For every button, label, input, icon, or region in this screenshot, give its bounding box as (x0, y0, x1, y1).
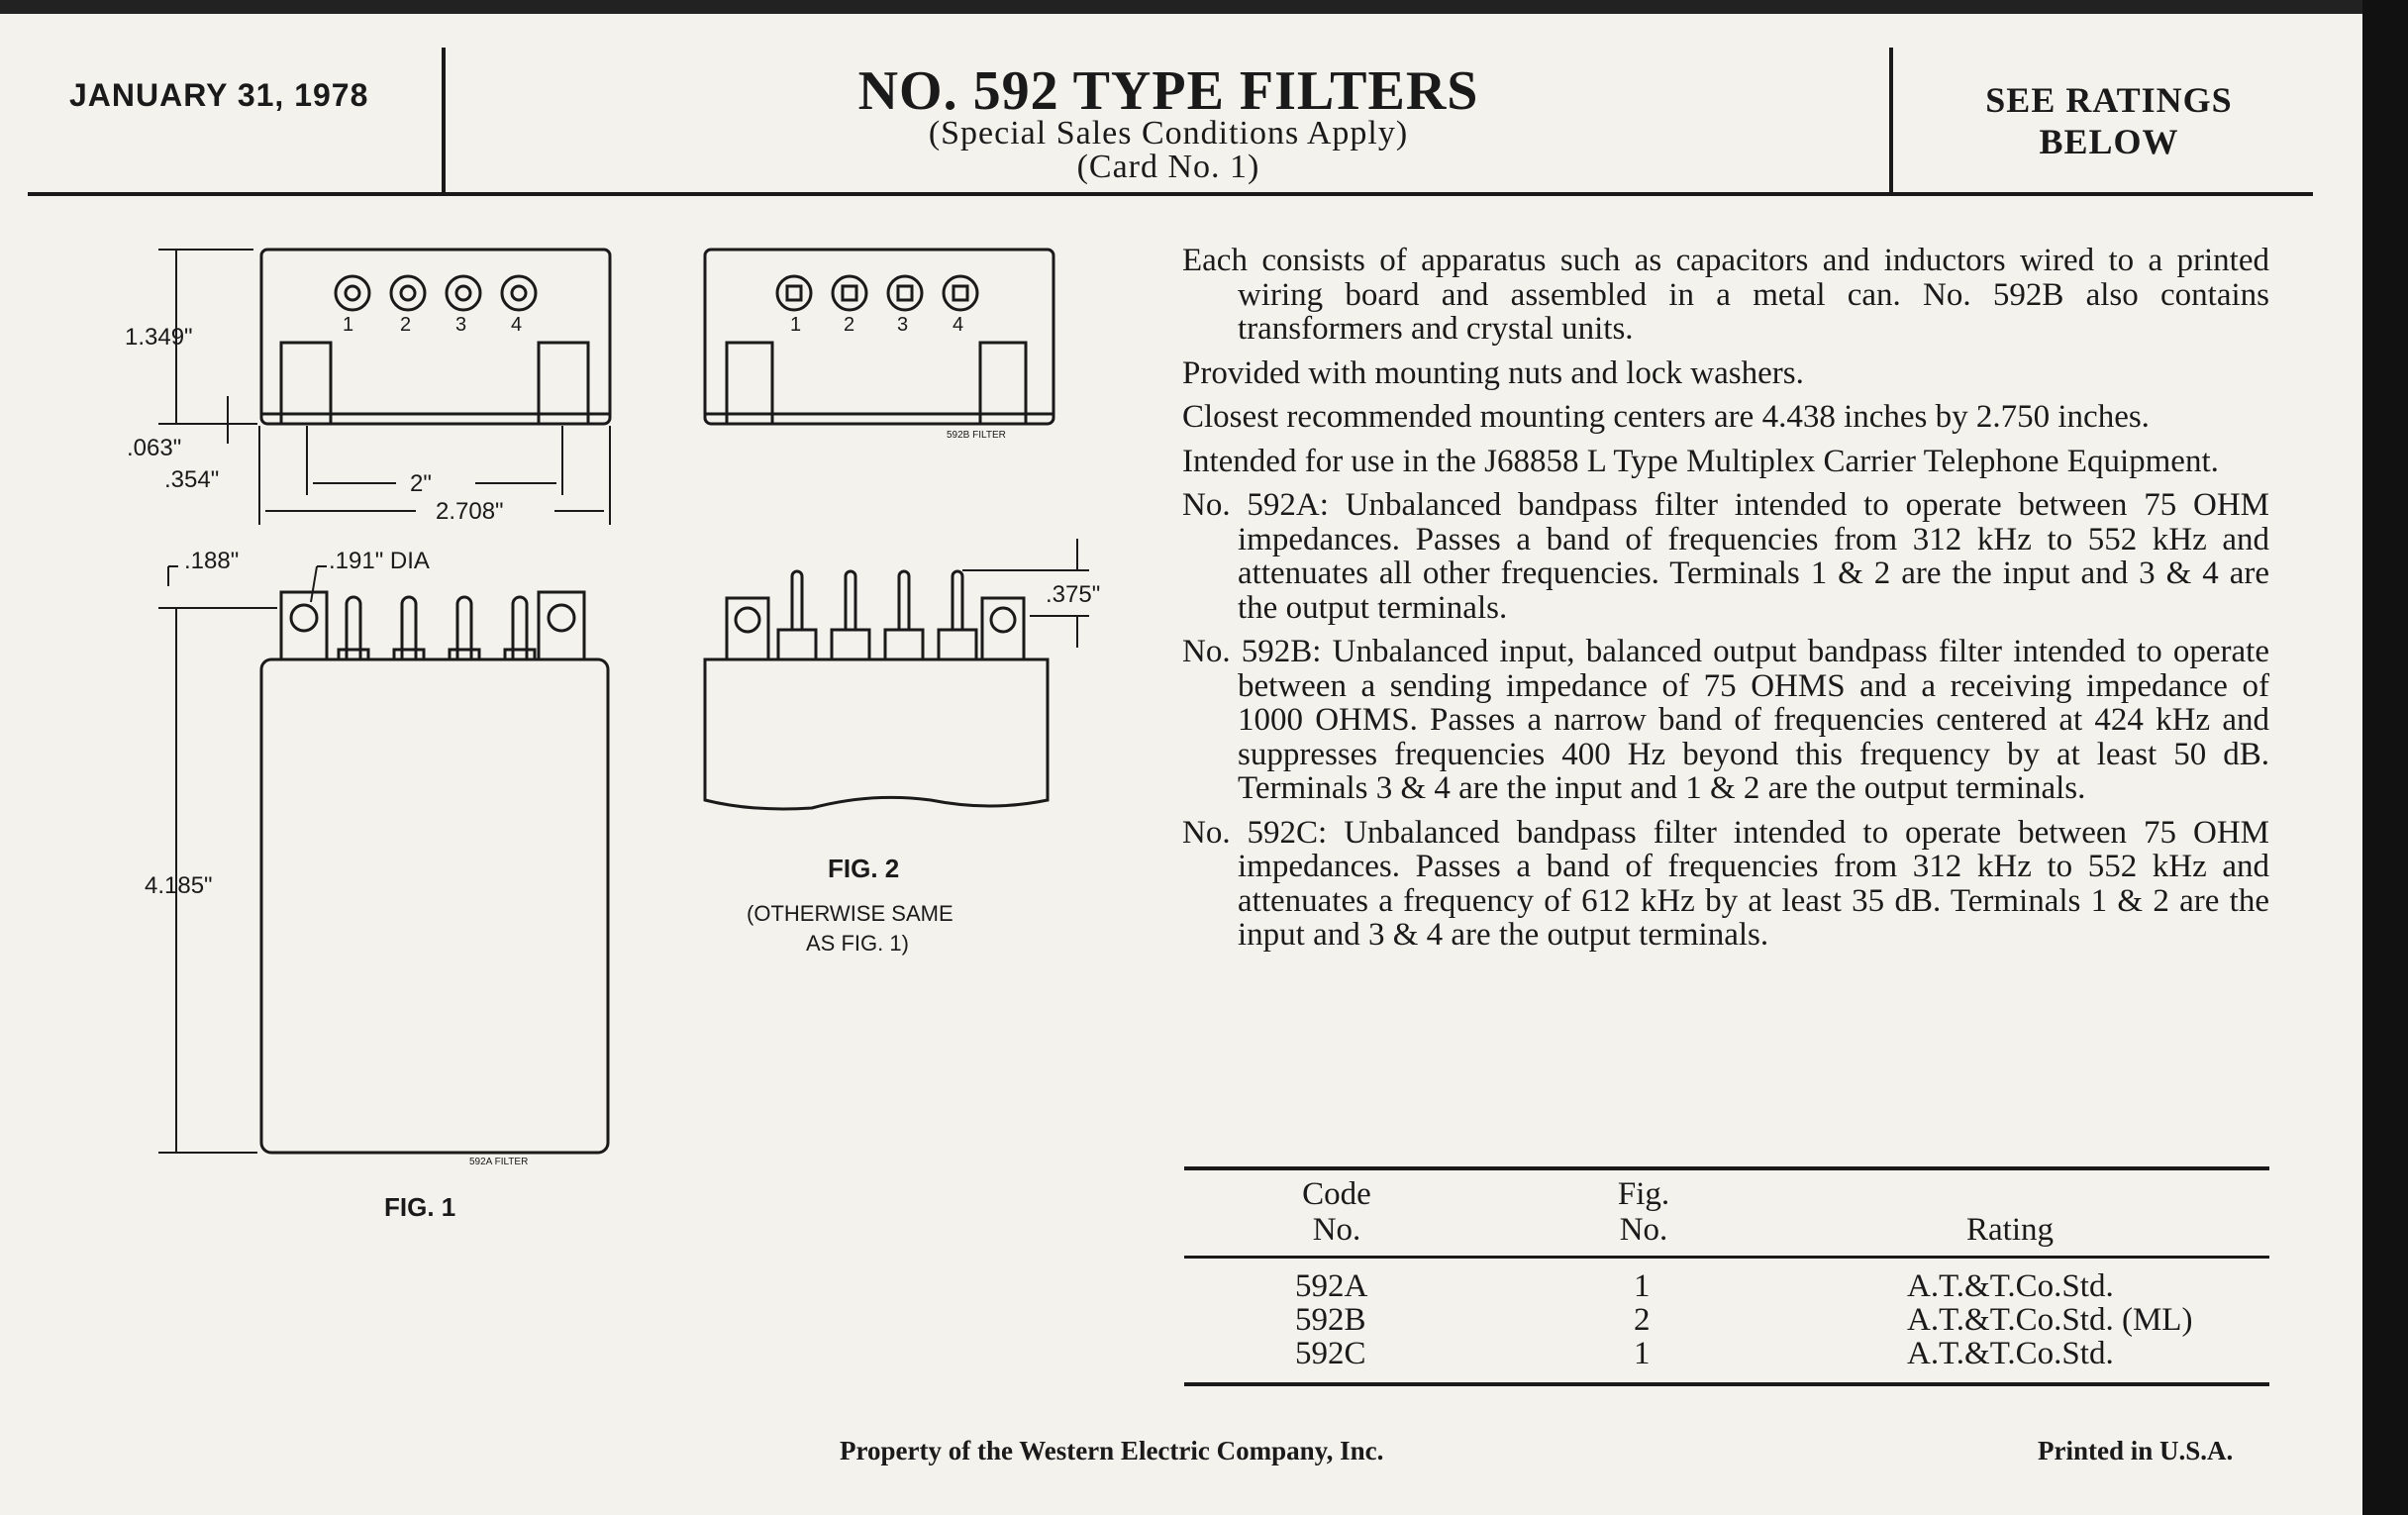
table-top-rule (1184, 1166, 2269, 1170)
fig2-note-line1: (OTHERWISE SAME (747, 901, 953, 926)
dim-2708: 2.708" (436, 498, 504, 525)
see-ratings-line2: BELOW (2039, 122, 2179, 161)
fig2-note-line2: AS FIG. 1) (806, 931, 909, 956)
page-title: NO. 592 TYPE FILTERS (857, 60, 1479, 122)
description-paragraph: Each consists of apparatus such as capacitors and inductors wired to a printed wiring board and assembled in a metal can. No. 592B also contains transformers and crystal units. (1182, 243, 2269, 347)
fig2-terminal-1: 1 (790, 314, 802, 336)
fig2-front-view (705, 659, 1048, 809)
fig1-caption: FIG. 1 (384, 1192, 456, 1222)
table-bottom-rule (1184, 1382, 2269, 1386)
scan-top-edge (0, 0, 2408, 14)
table-row-fig: 2 (1634, 1302, 1651, 1338)
header-rating: Rating (1966, 1212, 2054, 1248)
table-row-rating: A.T.&T.Co.Std. (ML) (1907, 1302, 2193, 1338)
dim-1349: 1.349" (125, 324, 193, 351)
dim-191-dia: .191" DIA (329, 548, 430, 574)
description-paragraph: Closest recommended mounting centers are 4.438 inches by 2.750 inches. (1182, 399, 2150, 435)
description-paragraph: Provided with mounting nuts and lock washers. (1182, 354, 1804, 391)
figures-drawing (0, 218, 1149, 1248)
table-row-fig: 1 (1634, 1268, 1651, 1304)
see-ratings-line1: SEE RATINGS (1985, 80, 2233, 120)
card-number: (Card No. 1) (1076, 149, 1260, 185)
table-row-rating: A.T.&T.Co.Std. (1907, 1336, 2114, 1371)
dim-375: .375" (1046, 581, 1101, 608)
table-header-rule (1184, 1256, 2269, 1259)
dim-188: .188" (184, 548, 240, 574)
description-block (1182, 244, 2269, 962)
fig2-terminal-3: 3 (897, 314, 909, 336)
description-paragraph: No. 592B: Unbalanced input, balanced output bandpass filter intended to operate between a sending impedance of 75 OHMS and a receiving impedance of 1000 OHMS. Passes a narrow band of frequencies centered at 424 kHz and suppresses frequencies 400 Hz beyond this frequency by at least 50 dB. Terminals 3 & 4 are the input and 1 & 2 are the output terminals. (1182, 634, 2269, 806)
fig1-terminal-3: 3 (455, 314, 467, 336)
table-row-fig: 1 (1634, 1336, 1651, 1371)
page-subtitle: (Special Sales Conditions Apply) (928, 115, 1409, 152)
fig1-terminal-4: 4 (511, 314, 523, 336)
header-rule (28, 192, 2313, 196)
description-paragraph: No. 592A: Unbalanced bandpass filter intended to operate between 75 OHM impedances. Passes a band of frequencies from 312 kHz to 552 kHz and attenuates all other frequencies. Terminals 1 & 2 are the input and 3 & 4 are the output terminals. (1182, 487, 2269, 626)
fig2-stamp: 592B FILTER (947, 430, 1006, 441)
table-row-rating: A.T.&T.Co.Std. (1907, 1268, 2114, 1304)
description-paragraph: Intended for use in the J68858 L Type Multiplex Carrier Telephone Equipment. (1182, 443, 2219, 479)
fig2-terminal-2: 2 (844, 314, 855, 336)
table-row-code: 592C (1295, 1336, 1366, 1371)
fig2-top-view (705, 250, 1054, 424)
fig1-terminal-2: 2 (400, 314, 412, 336)
fig1-top-view (261, 250, 610, 424)
table-row-code: 592A (1295, 1268, 1368, 1304)
fig1-terminal-1: 1 (343, 314, 354, 336)
dim-063: .063" (127, 435, 182, 461)
dim-4185: 4.185" (145, 872, 213, 899)
header-code: Code No. (1302, 1176, 1371, 1248)
fig1-stamp: 592A FILTER (469, 1157, 529, 1167)
description-paragraph: No. 592C: Unbalanced bandpass filter intended to operate between 75 OHM impedances. Passes a band of frequencies from 312 kHz to 552 kHz and attenuates a frequency of 612 kHz by at least 35 dB. Terminals 1 & 2 are the input and 3 & 4 are the output terminals. (1182, 814, 2269, 953)
scan-right-edge (2362, 0, 2408, 1515)
issue-date: JANUARY 31, 1978 (69, 77, 369, 113)
footer-printed: Printed in U.S.A. (2038, 1436, 2234, 1465)
fig1-front-view (261, 659, 608, 1153)
table-row-code: 592B (1295, 1302, 1366, 1338)
fig2-caption: FIG. 2 (828, 854, 900, 883)
dim-354: .354" (164, 466, 220, 493)
footer-property: Property of the Western Electric Company, Inc. (840, 1436, 1384, 1465)
header-fig: Fig. No. (1617, 1176, 1670, 1248)
dim-2: 2" (410, 470, 432, 497)
fig2-terminal-4: 4 (953, 314, 964, 336)
